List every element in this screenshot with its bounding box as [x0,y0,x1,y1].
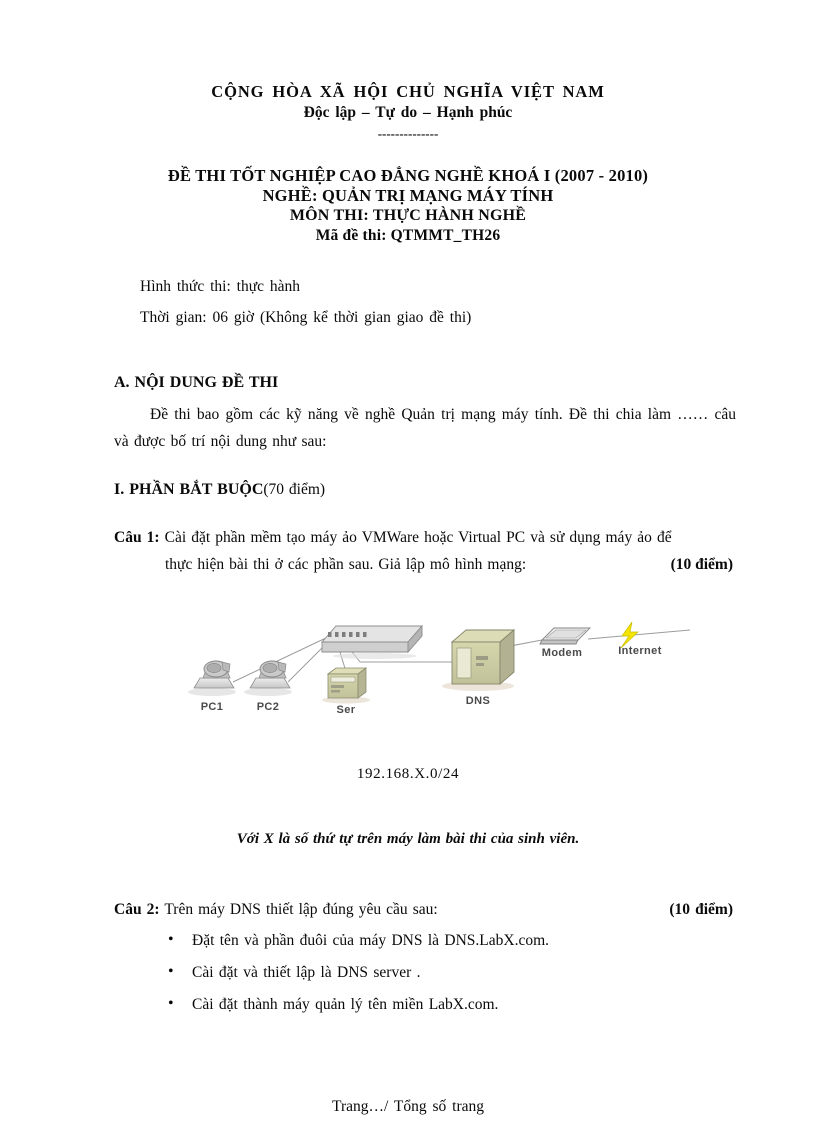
exam-code: Mã đề thi: QTMMT_TH26 [315,227,501,244]
section-a-paragraph: Đề thi bao gồm các kỹ năng về nghề Quản trị mạng máy tính. Đề thi chia làm …… câu và được bố trí nội dung như sau: [114,406,736,450]
pc2-icon [244,661,292,696]
internet-label: Internet [618,645,662,657]
question-2-line-1 [114,896,736,923]
question-2-label: Câu 2: [114,901,160,918]
modem-icon [540,628,590,644]
question-1-text-1: Cài đặt phần mềm tạo máy ảo VMWare hoặc Virtual PC và sử dụng máy ảo để [164,529,672,546]
dns-label: DNS [465,695,491,707]
modem-label: Modem [541,647,583,659]
exam-time-line: Thời gian: 06 giờ (Không kể thời gian giao đề thi) [140,309,472,326]
dns-server-icon [442,630,514,691]
national-heading: CỘNG HÒA XÃ HỘI CHỦ NGHĨA VIỆT NAM [211,82,605,101]
exam-title-block [0,166,816,246]
section-a-heading: A. NỘI DUNG ĐỀ THI [114,374,279,391]
question-2-block [114,896,736,923]
link-modem-internet [588,630,690,639]
subnet-label: 192.168.X.0/24 [356,766,460,782]
pc1-label: PC1 [200,701,224,713]
question-1-label: Câu 1: [114,529,160,546]
list-item: • Cài đặt và thiết lập là DNS server . [168,957,728,989]
exam-form-line: Hình thức thi: thực hành [140,278,300,295]
question-2-points: (10 điểm) [669,901,733,918]
section-i-points: (70 điểm) [263,481,326,498]
section-i-title: I. PHẦN BẮT BUỘC [114,481,264,498]
pc1-icon [188,661,236,696]
question-2-text-1: Trên máy DNS thiết lập đúng yêu cầu sau: [164,901,438,918]
question-1-points: (10 điểm) [670,556,733,573]
ser-server-icon [322,668,370,704]
page-footer: Trang…/ Tổng số trang [332,1098,484,1115]
pc2-label: PC2 [256,701,280,713]
exam-title-line-1: ĐỀ THI TỐT NGHIỆP CAO ĐẲNG NGHỀ KHOÁ I (2007 - 2010) [167,166,649,185]
section-i-heading [114,481,325,499]
question-1-block [114,524,736,578]
list-item: • Đặt tên và phần đuôi của máy DNS là DNS.LabX.com. [168,925,728,957]
ser-label: Ser [336,704,356,716]
question-1-text-2: thực hiện bài thi ở các phần sau. Giả lập mô hình mạng: [165,556,527,573]
list-item: • Cài đặt thành máy quản lý tên miền LabX.com. [168,989,728,1021]
network-switch-icon [322,626,422,659]
question-1-line-1 [114,524,736,551]
national-motto: Độc lập – Tự do – Hạnh phúc [303,104,513,121]
network-topology-diagram [170,612,690,717]
exam-title-line-3: MÔN THI: THỰC HÀNH NGHỀ [289,207,527,224]
subnet-note: Với X là số thứ tự trên máy làm bài thi của sinh viên. [236,831,580,847]
header-divider: -------------- [377,126,439,141]
question-1-line-2-row [114,551,736,578]
exam-title-line-2: NGHỀ: QUẢN TRỊ MẠNG MÁY TÍNH [262,186,554,205]
question-2-bullet-list [168,925,728,1021]
